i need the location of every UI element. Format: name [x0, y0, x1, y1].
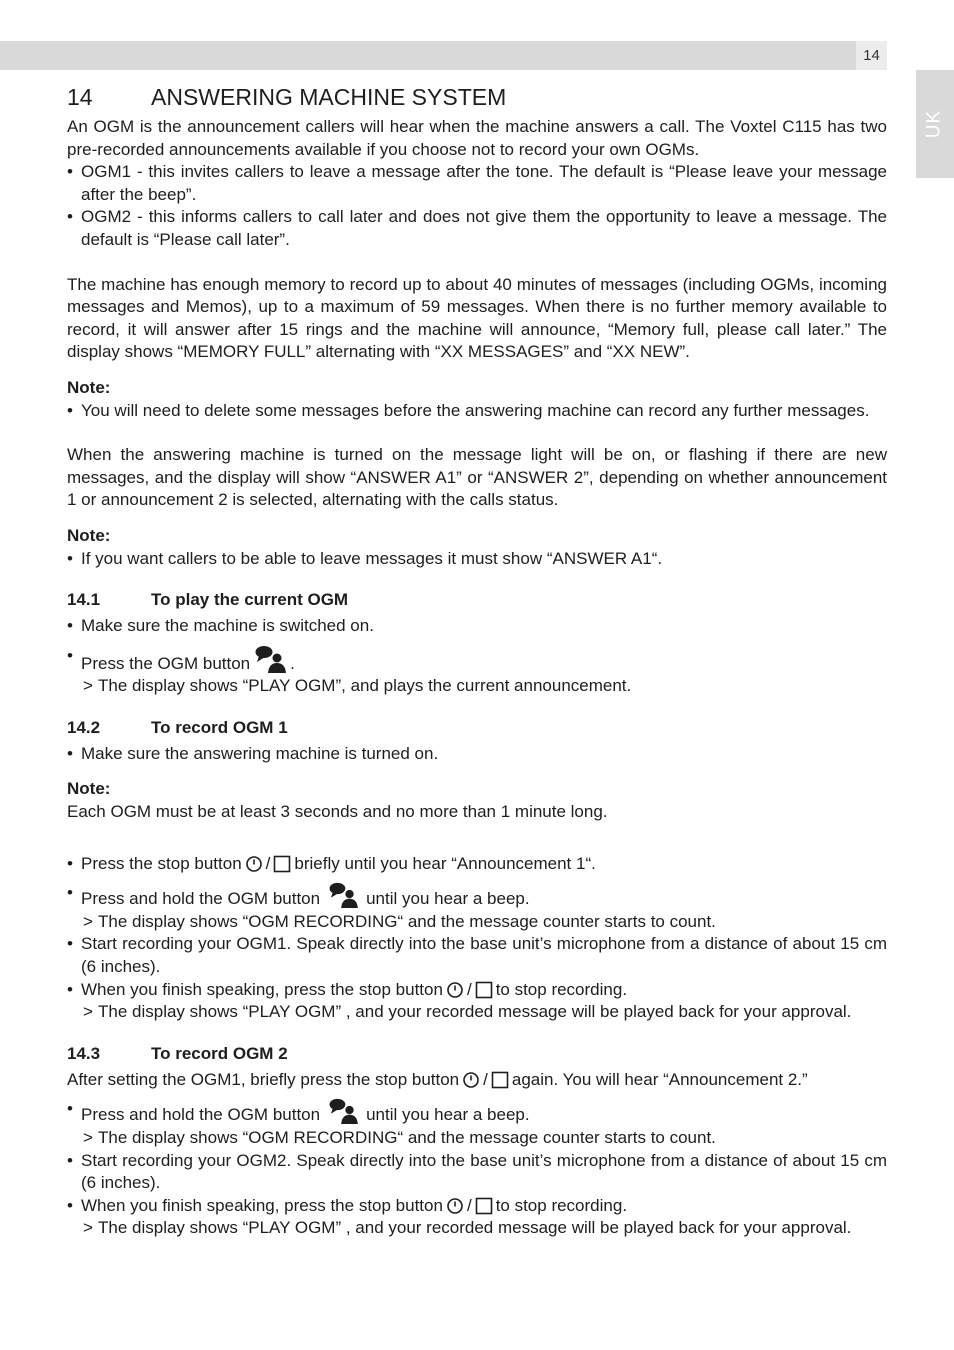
list-item: • Press and hold the OGM button until you hear a beep. — [67, 882, 887, 911]
list-item: • Press the stop button / briefly until you hear “Announcement 1“. — [67, 853, 887, 876]
result-line: > The display shows “PLAY OGM” , and your recorded message will be played back for your approval. — [83, 1002, 852, 1022]
list-item: • Press the OGM button . — [67, 645, 887, 676]
subsection-heading — [67, 716, 887, 739]
ogm-button-icon — [253, 645, 287, 673]
subsection-number: 14.1 — [67, 590, 101, 610]
language-tab — [916, 70, 954, 178]
intro-paragraph: An OGM is the announcement callers will hear when the machine answers a call. The Voxtel C115 has two pre-recorded announcements available if you choose not to record your own OGMs. — [67, 117, 887, 159]
ogm-button-icon — [323, 1098, 363, 1124]
result-line: > The display shows “OGM RECORDING“ and the message counter starts to count. — [83, 1128, 716, 1147]
list-item: • When you finish speaking, press the stop button / to stop recording. — [67, 1195, 887, 1218]
stop-square-icon — [475, 1197, 493, 1215]
memory-paragraph: The machine has enough memory to record up to about 40 minutes of messages (including OGMs, incoming messages and Memos), up to a maximum of 59 messages. When there is no further memory available to record, it will answer after 15 rings and the machine will announce, “Memory full, please call later.” The display shows “MEMORY FULL” alternating with “XX MESSAGES” and “XX NEW”. — [67, 274, 887, 362]
stop-square-icon — [475, 981, 493, 999]
note-text: Each OGM must be at least 3 seconds and no more than 1 minute long. — [67, 802, 608, 822]
list-item: • Press and hold the OGM button until you hear a beep. — [67, 1098, 887, 1127]
subsection-number: 14.3 — [67, 1043, 101, 1063]
subsection-heading — [67, 1042, 887, 1065]
result-line: > The display shows “PLAY OGM” , and your recorded message will be played back for your approval. — [83, 1218, 852, 1238]
ogm1-bullet: • OGM1 - this invites callers to leave a message after the tone. The default is “Please leave your message after the beep”. — [67, 161, 887, 206]
section-heading — [67, 82, 887, 112]
section-number: 14 — [67, 84, 93, 110]
stop-power-icon — [446, 981, 464, 999]
stop-power-icon — [245, 855, 263, 873]
header-bar — [0, 41, 856, 70]
subsection-title: To record OGM 1 — [151, 717, 288, 737]
page-number: 14 — [856, 41, 887, 70]
stop-power-icon — [446, 1197, 464, 1215]
subsection-title: To play the current OGM — [151, 590, 349, 610]
subsection-heading — [67, 588, 887, 611]
list-item: • When you finish speaking, press the stop button / to stop recording. — [67, 979, 887, 1002]
ogm-button-icon — [323, 882, 363, 908]
subsection-title: To record OGM 2 — [151, 1043, 288, 1063]
section-title: ANSWERING MACHINE SYSTEM — [151, 84, 507, 110]
note-bullet: • You will need to delete some messages before the answering machine can record any further messages. — [67, 400, 887, 423]
note-label: Note: — [67, 779, 111, 799]
stop-power-icon — [462, 1071, 480, 1089]
subsection-number: 14.2 — [67, 717, 101, 737]
note-bullet: • If you want callers to be able to leave messages it must show “ANSWER A1“. — [67, 548, 887, 571]
language-tab-label: UK — [923, 109, 945, 139]
stop-square-icon — [491, 1071, 509, 1089]
intro-line: After setting the OGM1, briefly press the stop button / again. You will hear “Announcement 2.” — [67, 1069, 808, 1089]
page-content — [67, 82, 887, 1240]
turned-on-paragraph: When the answering machine is turned on the message light will be on, or flashing if there are new messages, and the display will show “ANSWER A1” or “ANSWER 2”, depending on whether announcement 1 or announcement 2 is selected, alternating with the calls status. — [67, 445, 887, 510]
note-label: Note: — [67, 377, 111, 397]
result-line: > The display shows “OGM RECORDING“ and the message counter starts to count. — [83, 911, 716, 931]
stop-square-icon — [273, 855, 291, 873]
list-item: • Start recording your OGM1. Speak directly into the base unit’s microphone from a distance of about 15 cm (6 inches). — [67, 933, 887, 978]
note-label: Note: — [67, 525, 111, 545]
result-line: > The display shows “PLAY OGM”, and plays the current announcement. — [83, 676, 632, 696]
list-item: • Make sure the answering machine is turned on. — [67, 743, 887, 766]
ogm2-bullet: • OGM2 - this informs callers to call later and does not give them the opportunity to leave a message. The default is “Please call later”. — [67, 206, 887, 251]
list-item: • Start recording your OGM2. Speak directly into the base unit’s microphone from a distance of about 15 cm (6 inches). — [67, 1150, 887, 1195]
list-item: • Make sure the machine is switched on. — [67, 615, 887, 638]
